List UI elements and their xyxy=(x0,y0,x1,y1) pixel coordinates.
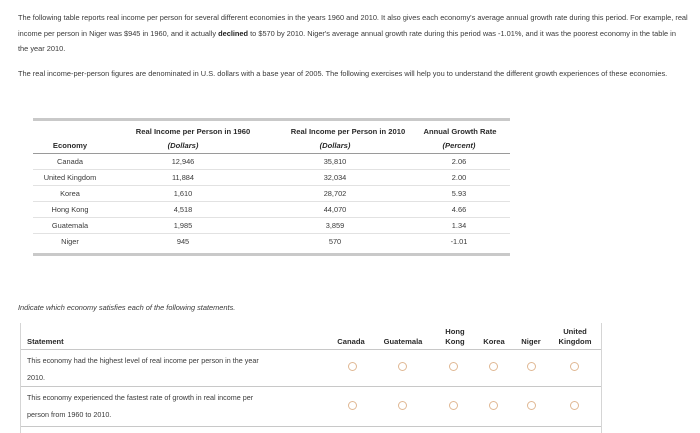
cell-economy: Guatemala xyxy=(51,221,89,230)
header-growth-rate: Annual Growth Rate xyxy=(423,127,497,136)
cell-growth: 2.00 xyxy=(451,173,467,182)
column-label: Hong xyxy=(445,327,465,336)
statement-row xyxy=(21,349,601,387)
cell-income-1960: 945 xyxy=(176,237,190,246)
cell-income-2010: 28,702 xyxy=(323,189,347,198)
column-niger xyxy=(511,337,551,347)
radio-korea[interactable] xyxy=(489,362,498,371)
question-table xyxy=(20,323,602,433)
radio-united-kingdom[interactable] xyxy=(570,362,579,371)
header-income-1960: Real Income per Person in 1960 xyxy=(135,127,251,136)
radio-niger[interactable] xyxy=(527,362,536,371)
column-label: Guatemala xyxy=(383,337,423,346)
radio-canada[interactable] xyxy=(348,401,357,410)
column-label: Kong xyxy=(445,337,465,346)
radio-guatemala[interactable] xyxy=(398,401,407,410)
intro-paragraph-2: The real income-per-person figures are denominated in U.S. dollars with a base year of 2005. The following exercises will help you to understand the different growth experiences of these economies. xyxy=(18,69,668,78)
table-row xyxy=(33,185,510,202)
column-canada xyxy=(331,337,371,347)
table-bottom-rule xyxy=(33,253,510,256)
statement-text xyxy=(27,389,317,423)
statement-line: person from 1960 to 2010. xyxy=(27,410,112,419)
column-hong-kong xyxy=(435,327,475,347)
cell-income-2010: 570 xyxy=(328,237,342,246)
radio-hong-kong[interactable] xyxy=(449,362,458,371)
column-guatemala xyxy=(375,337,431,347)
cell-growth: 1.34 xyxy=(451,221,467,230)
cell-income-2010: 35,810 xyxy=(323,157,347,166)
table-row xyxy=(33,217,510,234)
intro-paragraph-1 xyxy=(18,10,688,57)
cell-income-1960: 1,985 xyxy=(173,221,193,230)
header-growth-unit: (Percent) xyxy=(442,141,476,150)
statement-line: This economy experienced the fastest rate of growth in real income per xyxy=(27,393,254,402)
cell-growth: 4.66 xyxy=(451,205,467,214)
radio-united-kingdom[interactable] xyxy=(570,401,579,410)
statement-line: This economy had the highest level of real income per person in the year xyxy=(27,356,259,365)
radio-korea[interactable] xyxy=(489,401,498,410)
table-top-rule xyxy=(33,118,510,121)
intro-text-part: to $570 by 2010. Niger's average annual growth rate during this period was -1.01%, and it was the poorest economy in the table in the year 2010. xyxy=(18,28,676,53)
radio-canada[interactable] xyxy=(348,362,357,371)
cell-economy: Korea xyxy=(60,189,80,198)
column-label: Kingdom xyxy=(558,337,592,346)
radio-guatemala[interactable] xyxy=(398,362,407,371)
cell-income-1960: 1,610 xyxy=(173,189,193,198)
column-label: Korea xyxy=(483,337,505,346)
column-korea xyxy=(474,337,514,347)
column-label: Niger xyxy=(521,337,541,346)
cell-economy: Niger xyxy=(61,237,79,246)
statement-row xyxy=(21,386,601,427)
radio-hong-kong[interactable] xyxy=(449,401,458,410)
cell-growth: 5.93 xyxy=(451,189,467,198)
header-income-2010: Real Income per Person in 2010 xyxy=(290,127,406,136)
statement-line: 2010. xyxy=(27,373,45,382)
cell-income-2010: 3,859 xyxy=(325,221,345,230)
header-economy: Economy xyxy=(52,141,88,150)
column-label: United xyxy=(563,327,587,336)
cell-income-1960: 4,518 xyxy=(173,205,193,214)
cell-economy: Hong Kong xyxy=(51,205,89,214)
cell-economy: United Kingdom xyxy=(43,173,97,182)
cell-income-1960: 12,946 xyxy=(171,157,195,166)
instruction-text: Indicate which economy satisfies each of the following statements. xyxy=(18,303,236,312)
table-row xyxy=(33,233,510,250)
cell-economy: Canada xyxy=(57,157,83,166)
statement-header: Statement xyxy=(27,337,64,346)
cell-income-2010: 32,034 xyxy=(323,173,347,182)
cell-income-1960: 11,884 xyxy=(171,173,195,182)
intro-bold-word: declined xyxy=(218,28,249,38)
cell-growth: -1.01 xyxy=(450,237,468,246)
table-row xyxy=(33,153,510,170)
radio-niger[interactable] xyxy=(527,401,536,410)
question-table-bottom-rule xyxy=(21,426,601,427)
cell-income-2010: 44,070 xyxy=(323,205,347,214)
cell-growth: 2.06 xyxy=(451,157,467,166)
intro-text-part: The following table reports real income per person for several different economies in the years 1960 and 2010. It also gives each economy's average annual growth rate during this period. For example, real income per person in Niger was $945 in 1960, and it actually xyxy=(18,13,688,38)
header-income-1960-unit: (Dollars) xyxy=(167,141,199,150)
statement-text xyxy=(27,352,317,386)
table-row xyxy=(33,201,510,218)
header-income-2010-unit: (Dollars) xyxy=(319,141,351,150)
column-united-kingdom xyxy=(551,327,599,347)
table-row xyxy=(33,169,510,186)
column-label: Canada xyxy=(337,337,365,346)
